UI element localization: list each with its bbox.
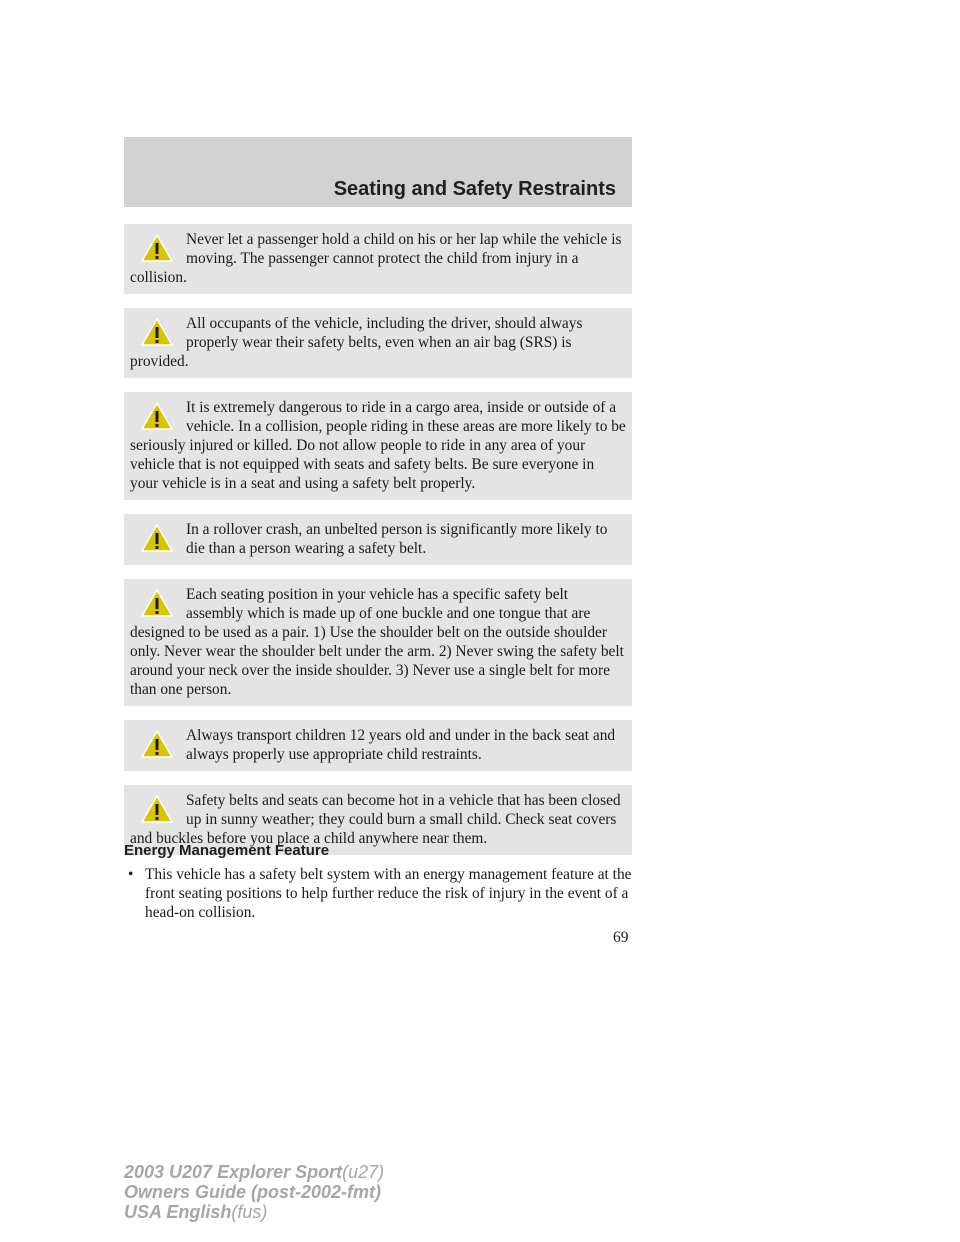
warning-box	[124, 514, 632, 565]
warning-triangle-icon	[140, 588, 174, 618]
warnings-list	[124, 224, 632, 869]
bullet-item	[124, 865, 634, 922]
page-number: 69	[613, 929, 629, 946]
footer-line-1	[124, 1162, 384, 1182]
footer-language: USA English	[124, 1202, 232, 1222]
warning-box	[124, 392, 632, 500]
warning-text: Always transport children 12 years old and under in the back seat and always properly use appropriate child restraints.	[186, 727, 616, 763]
footer-guide: Owners Guide (post-2002-fmt)	[124, 1182, 382, 1202]
warning-text: Safety belts and seats can become hot in a vehicle that has been closed up in sunny weather; they could burn a small child. Check seat covers and buckles before you place a child anywhere near them.	[130, 792, 621, 847]
bullet-mark: •	[128, 866, 134, 883]
warning-triangle-icon	[140, 233, 174, 263]
warning-triangle-icon	[140, 317, 174, 347]
footer-language-code: (fus)	[231, 1202, 268, 1222]
warning-triangle-icon	[140, 401, 174, 431]
warning-text: Never let a passenger hold a child on his or her lap while the vehicle is moving. The passenger cannot protect the child from injury in a collision.	[130, 231, 622, 286]
warning-text: All occupants of the vehicle, including the driver, should always properly wear their safety belts, even when an air bag (SRS) is provided.	[130, 315, 583, 370]
warning-box	[124, 720, 632, 771]
footer-model: 2003 U207 Explorer Sport	[124, 1162, 343, 1182]
bullet-text: This vehicle has a safety belt system with an energy management feature at the front seating positions to help further reduce the risk of injury in the event of a head-on collision.	[145, 866, 632, 921]
warning-triangle-icon	[140, 729, 174, 759]
footer-model-code: (u27)	[342, 1162, 385, 1182]
warning-box	[124, 308, 632, 378]
footer-line-2	[124, 1182, 384, 1202]
warning-box	[124, 579, 632, 706]
footer	[124, 1162, 384, 1222]
page-header	[124, 137, 632, 207]
warning-triangle-icon	[140, 794, 174, 824]
header-title: Seating and Safety Restraints	[333, 178, 616, 200]
warning-text: In a rollover crash, an unbelted person is significantly more likely to die than a person wearing a safety belt.	[186, 521, 608, 557]
warning-triangle-icon	[140, 523, 174, 553]
warning-text: It is extremely dangerous to ride in a cargo area, inside or outside of a vehicle. In a collision, people riding in these areas are more likely to be seriously injured or killed. Do not allow people to ride in any area of your vehicle that is not equipped with seats and safety belts. Be sure everyone in your vehicle is in a seat and using a safety belt properly.	[130, 399, 626, 492]
footer-line-3	[124, 1202, 384, 1222]
section-heading: Energy Management Feature	[124, 842, 330, 859]
warning-box	[124, 224, 632, 294]
warning-text: Each seating position in your vehicle has a specific safety belt assembly which is made up of one buckle and one tongue that are designed to be used as a pair. 1) Use the shoulder belt on the outside shoulder only. Never wear the shoulder belt under the arm. 2) Never swing the safety belt around your neck over the inside shoulder. 3) Never use a single belt for more than one person.	[130, 586, 624, 698]
